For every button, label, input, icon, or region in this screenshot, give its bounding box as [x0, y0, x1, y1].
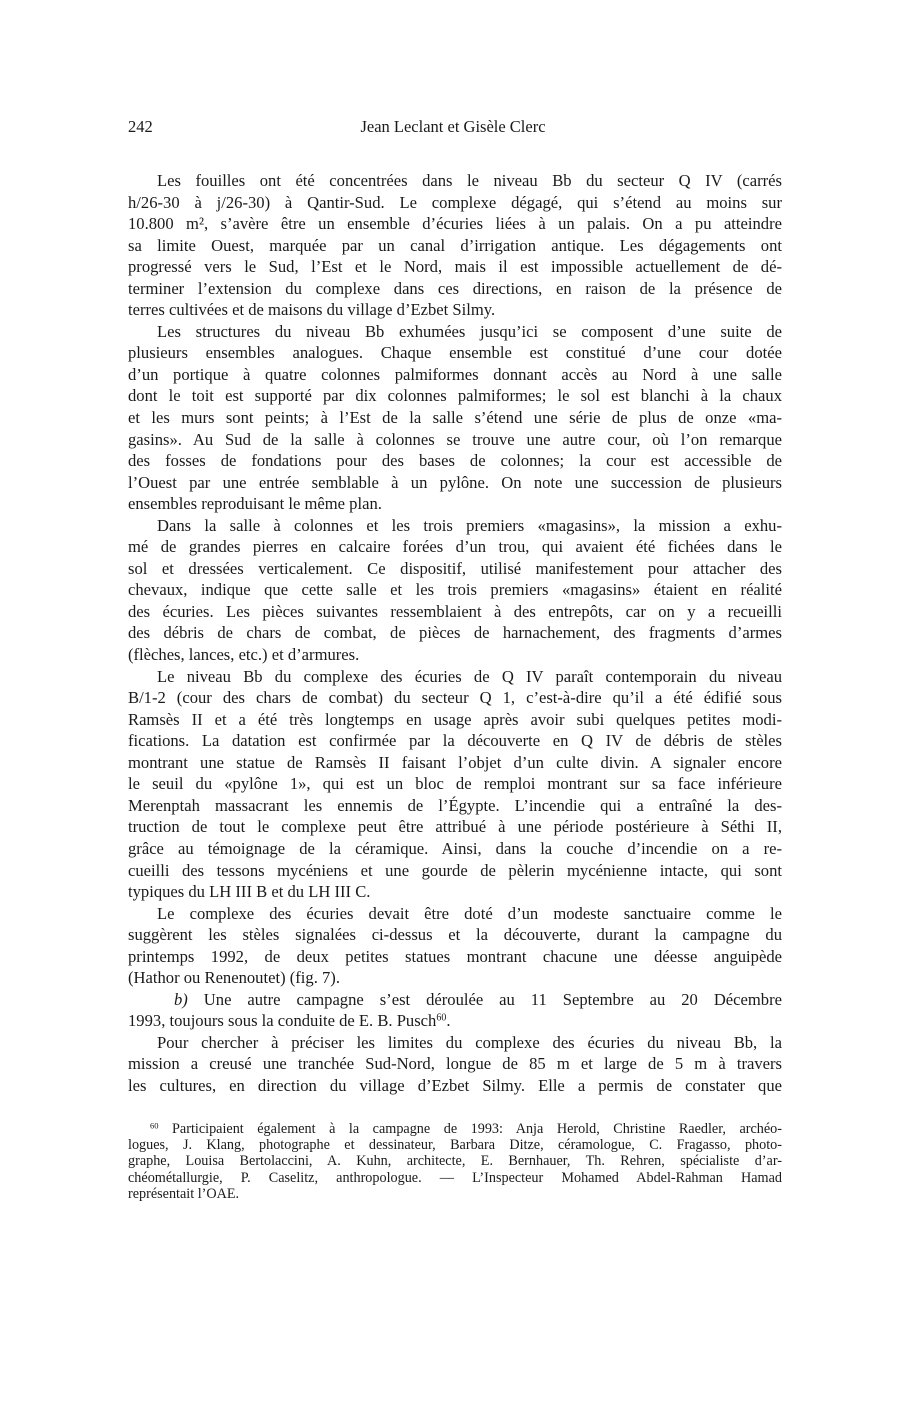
text-line: grâce au témoignage de la céramique. Ainsi, dans la couche d’incendie on a re-	[128, 838, 782, 858]
footnote-line: représentait l’OAE.	[128, 1185, 240, 1202]
text-line: plusieurs ensembles analogues. Chaque ensemble est constitué d’une cour dotée	[128, 343, 782, 363]
text-line: mé de grandes pierres en calcaire forées d’un trou, qui avaient été fichées dans le	[128, 537, 782, 557]
text-line: les cultures, en direction du village d’Ezbet Silmy. Elle a permis de constater que	[128, 1075, 782, 1095]
text-line: des débris de chars de combat, de pièces de harnachement, des fragments d’armes	[128, 623, 782, 643]
text-line: terminer l’extension du complexe dans ces directions, en raison de la présence de	[128, 278, 782, 298]
text-line: Les fouilles ont été concentrées dans le niveau Bb du secteur Q IV (carrés	[157, 171, 782, 190]
text-line: sol et dressées verticalement. Ce dispositif, utilisé manifestement pour attacher des	[128, 558, 782, 578]
text-line: truction de tout le complexe peut être attribué à une période postérieure à Séthi II,	[128, 817, 782, 837]
text-line: des écuries. Les pièces suivantes ressemblaient à des entrepôts, car on y a recueilli	[128, 601, 782, 621]
footnote-line: graphe, Louisa Bertolaccini, A. Kuhn, architecte, E. Bernhauer, Th. Rehren, spécialiste d’ar-	[128, 1153, 782, 1170]
text-line: chevaux, indique que cette salle et les trois premiers «magasins» étaient en réalité	[128, 580, 782, 600]
text-line: progressé vers le Sud, l’Est et le Nord, mais il est impossible actuellement de dé-	[128, 257, 782, 277]
running-head: Jean Leclant et Gisèle Clerc	[360, 117, 546, 136]
text-line: typiques du LH III B et du LH III C.	[128, 882, 371, 902]
footnotes	[128, 1121, 782, 1202]
text-line: printemps 1992, de deux petites statues montrant chacune une déesse anguipède	[128, 946, 782, 966]
text-line: Le niveau Bb du complexe des écuries de Q IV paraît contemporain du niveau	[157, 666, 782, 686]
text-line: h/26-30 à j/26-30) à Qantir-Sud. Le complexe dégagé, qui s’étend au moins sur	[128, 192, 782, 212]
footnote-number: 60	[150, 1121, 159, 1131]
text-line: Les structures du niveau Bb exhumées jusqu’ici se composent d’une suite de	[157, 321, 782, 341]
text-line: 10.800 m², s’avère être un ensemble d’écuries liées à un palais. On a pu atteindre	[128, 214, 782, 234]
text-line: (Hathor ou Renenoutet) (fig. 7).	[128, 968, 340, 988]
text-line: montrant une statue de Ramsès II faisant l’objet d’un culte divin. A signaler encore	[128, 752, 782, 772]
text-line: et les murs sont peints; à l’Est de la salle s’étend une série de plus de onze «ma-	[128, 408, 782, 428]
text-line: B/1-2 (cour des chars de combat) du secteur Q 1, c’est-à-dire qu’il a été édifié sous	[128, 688, 782, 708]
text-line-content: Une autre campagne s’est déroulée au 11 Septembre au 20 Décembre	[187, 989, 782, 1009]
text-line: l’Ouest par une entrée semblable à un pylône. On note une succession de plusieurs	[128, 472, 782, 492]
text-line: Dans la salle à colonnes et les trois premiers «magasins», la mission a exhu-	[157, 515, 782, 535]
text-line: (flèches, lances, etc.) et d’armures.	[128, 645, 360, 665]
text-line: des fosses de fondations pour des bases de colonnes; la cour est accessible de	[128, 451, 782, 471]
body-text	[128, 170, 782, 1097]
text-line: cueilli des tessons mycéniens et une gourde de pèlerin mycénienne intacte, qui sont	[128, 860, 782, 880]
footnote-line	[128, 1121, 782, 1137]
text-line: suggèrent les stèles signalées ci-dessus et la découverte, durant la campagne du	[128, 925, 782, 945]
text-line-content: 1993, toujours sous la conduite de E. B. Pusch	[128, 1011, 437, 1031]
text-line: terres cultivées et de maisons du village d’Ezbet Silmy.	[128, 300, 496, 320]
text-line: d’un portique à quatre colonnes palmiformes donnant accès au Nord à une salle	[128, 364, 782, 384]
footnote-line: logues, J. Klang, photographe et dessinateur, Barbara Ditze, céramologue, C. Fragasso, photo-	[128, 1137, 782, 1154]
text-line: Le complexe des écuries devait être doté d’un modeste sanctuaire comme le	[157, 903, 782, 923]
text-line: Pour chercher à préciser les limites du complexe des écuries du niveau Bb, la	[157, 1032, 782, 1052]
footnote-ref[interactable]: 60	[436, 1012, 447, 1024]
text-line: mission a creusé une tranchée Sud-Nord, longue de 85 m et large de 5 m à travers	[128, 1054, 782, 1074]
text-line: gasins». Au Sud de la salle à colonnes se trouve une autre cour, où l’on remarque	[128, 429, 782, 449]
text-line	[128, 989, 782, 1011]
text-line: fications. La datation est confirmée par la découverte en Q IV de débris de stèles	[128, 731, 782, 751]
item-marker: b)	[174, 989, 188, 1009]
text-line: sa limite Ouest, marquée par un canal d’irrigation antique. Les dégagements ont	[128, 235, 782, 255]
footnote-line: chéométallurgie, P. Caselitz, anthropologue. — L’Inspecteur Mohamed Abdel-Rahman Hamad	[128, 1169, 782, 1186]
text-line: ensembles reproduisant le même plan.	[128, 494, 382, 514]
text-line: Merenptah massacrant les ennemis de l’Égypte. L’incendie qui a entraîné la des-	[128, 795, 782, 815]
text-line: le seuil du «pylône 1», qui est un bloc de remploi montrant sur sa face inférieure	[128, 774, 782, 794]
text-line-content: .	[446, 1011, 451, 1031]
text-line	[128, 1010, 782, 1032]
text-line: dont le toit est supporté par dix colonnes palmiformes; le sol est blanchi à la chaux	[128, 386, 782, 406]
page-number: 242	[128, 117, 153, 136]
footnote-text: Participaient également à la campagne de 1993: Anja Herold, Christine Raedler, archéo-	[158, 1121, 782, 1137]
text-line: Ramsès II et a été très longtemps en usage après avoir subi quelques petites modi-	[128, 709, 782, 729]
